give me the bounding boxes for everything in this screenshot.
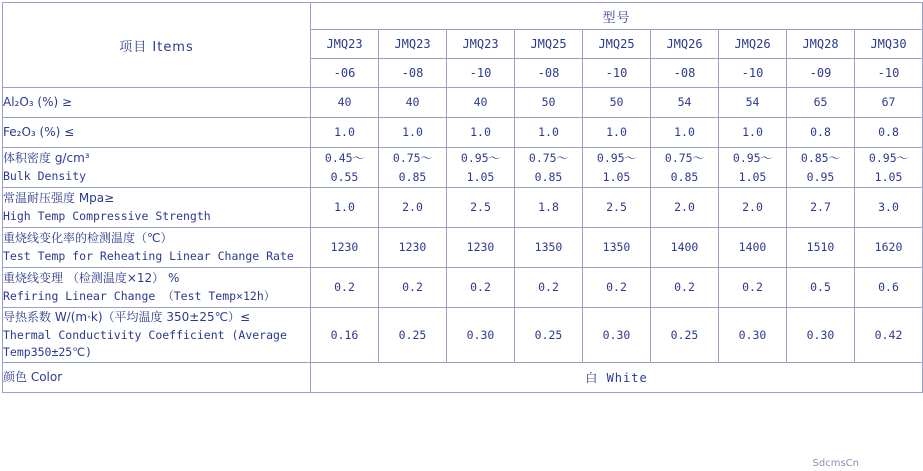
watermark: SdcmsCn [812,458,859,469]
table-cell: 50 [515,88,583,118]
table-cell: 1230 [311,228,379,268]
table-cell: 1.0 [311,118,379,148]
row-label [3,228,311,268]
table-cell: 0.75～ 0.85 [515,148,583,188]
table-cell: 2.7 [787,188,855,228]
table-cell: 2.5 [583,188,651,228]
row-label [3,363,311,393]
row-label [3,118,311,148]
row-label-en: Refiring Linear Change （Test Temp×12h） [3,288,276,303]
model-suffix-cell: -10 [583,59,651,88]
row-label-cn: 重烧线变化率的检测温度（℃） [3,231,173,246]
header-model-group-cell: 型号 [311,3,923,30]
table-cell: 0.95～ 1.05 [583,148,651,188]
table-cell: 0.30 [719,308,787,363]
table-row [3,148,923,188]
row-label-en: High Temp Compressive Strength [3,208,211,223]
table-cell: 1.0 [583,118,651,148]
table-cell: 2.0 [651,188,719,228]
model-suffix-cell: -09 [787,59,855,88]
table-cell: 0.30 [447,308,515,363]
table-cell: 0.8 [855,118,923,148]
header-items-cell: 项目 Items [3,3,311,88]
table-cell: 1.0 [311,188,379,228]
row-label [3,88,311,118]
table-cell: 0.85～ 0.95 [787,148,855,188]
model-name-cell: JMQ23 [379,30,447,59]
table-cell: 50 [583,88,651,118]
table-cell: 1.0 [719,118,787,148]
model-suffix-cell: -10 [447,59,515,88]
table-row [3,228,923,268]
row-label-en: Thermal Conductivity Coefficient (Average Temp350±25℃) [3,327,287,360]
table-cell: 0.5 [787,268,855,308]
table-cell: 0.25 [651,308,719,363]
table-row [3,118,923,148]
table-cell: 0.2 [379,268,447,308]
row-label-en: Test Temp for Reheating Linear Change Rate [3,248,294,263]
model-name-cell: JMQ30 [855,30,923,59]
table-cell: 0.2 [651,268,719,308]
row-label-cn: 体积密度 g/cm³ [3,151,90,166]
table-cell: 0.25 [379,308,447,363]
table-cell: 0.8 [787,118,855,148]
table-cell: 0.95～ 1.05 [447,148,515,188]
row-label [3,148,311,188]
model-suffix-cell: -10 [719,59,787,88]
model-suffix-cell: -08 [651,59,719,88]
table-cell: 40 [447,88,515,118]
model-name-cell: JMQ23 [447,30,515,59]
table-cell: 1230 [379,228,447,268]
table-cell: 1510 [787,228,855,268]
row-label-cn: 导热系数 W/(m·k)（平均温度 350±25℃）≤ [3,310,251,324]
table-cell: 1.0 [651,118,719,148]
table-cell: 1230 [447,228,515,268]
table-cell: 0.2 [583,268,651,308]
table-cell: 2.0 [719,188,787,228]
table-cell: 0.6 [855,268,923,308]
table-cell: 2.5 [447,188,515,228]
model-name-cell: JMQ26 [651,30,719,59]
table-cell: 0.2 [719,268,787,308]
model-suffix-cell: -10 [855,59,923,88]
table-cell: 0.95～ 1.05 [855,148,923,188]
model-name-cell: JMQ23 [311,30,379,59]
table-row [3,268,923,308]
table-cell: 40 [379,88,447,118]
table-cell: 1.0 [447,118,515,148]
table-cell: 0.75～ 0.85 [379,148,447,188]
table-cell: 0.45～ 0.55 [311,148,379,188]
row-label-cn: 重烧线变理 （检测温度×12） % [3,271,180,286]
table-cell: 0.2 [311,268,379,308]
row-label-cn: 颜色 Color [3,370,63,385]
table-cell: 40 [311,88,379,118]
table-cell: 0.30 [787,308,855,363]
table-cell: 1400 [651,228,719,268]
spec-table-page [0,2,909,471]
model-name-cell: JMQ28 [787,30,855,59]
table-cell: 1350 [583,228,651,268]
table-cell: 0.30 [583,308,651,363]
table-row [3,308,923,363]
table-cell: 2.0 [379,188,447,228]
model-suffix-cell: -08 [379,59,447,88]
table-cell: 1400 [719,228,787,268]
table-cell: 0.42 [855,308,923,363]
table-cell: 0.2 [447,268,515,308]
table-cell: 1.0 [379,118,447,148]
color-value-cell: 白 White [311,363,923,393]
table-cell: 0.16 [311,308,379,363]
model-suffix-cell: -06 [311,59,379,88]
row-label [3,188,311,228]
row-label-en: Bulk Density [3,168,87,183]
row-label [3,268,311,308]
table-cell: 54 [719,88,787,118]
table-cell: 0.25 [515,308,583,363]
table-cell: 1620 [855,228,923,268]
table-cell: 0.2 [515,268,583,308]
refractory-spec-table [2,2,923,393]
table-row [3,188,923,228]
table-cell: 0.75～ 0.85 [651,148,719,188]
table-cell: 1350 [515,228,583,268]
table-row [3,88,923,118]
model-suffix-cell: -08 [515,59,583,88]
row-label [3,308,311,363]
row-label-cn: Fe₂O₃ (%) ≤ [3,125,75,140]
table-cell: 67 [855,88,923,118]
table-cell: 0.95～ 1.05 [719,148,787,188]
row-label-cn: 常温耐压强度 Mpa≥ [3,191,115,206]
model-name-cell: JMQ26 [719,30,787,59]
table-cell: 3.0 [855,188,923,228]
model-name-cell: JMQ25 [583,30,651,59]
table-cell: 54 [651,88,719,118]
table-cell: 1.8 [515,188,583,228]
model-name-cell: JMQ25 [515,30,583,59]
table-cell: 65 [787,88,855,118]
table-header-row-group [3,3,923,30]
row-label-cn: Al₂O₃ (%) ≥ [3,95,73,110]
table-row-color [3,363,923,393]
table-cell: 1.0 [515,118,583,148]
